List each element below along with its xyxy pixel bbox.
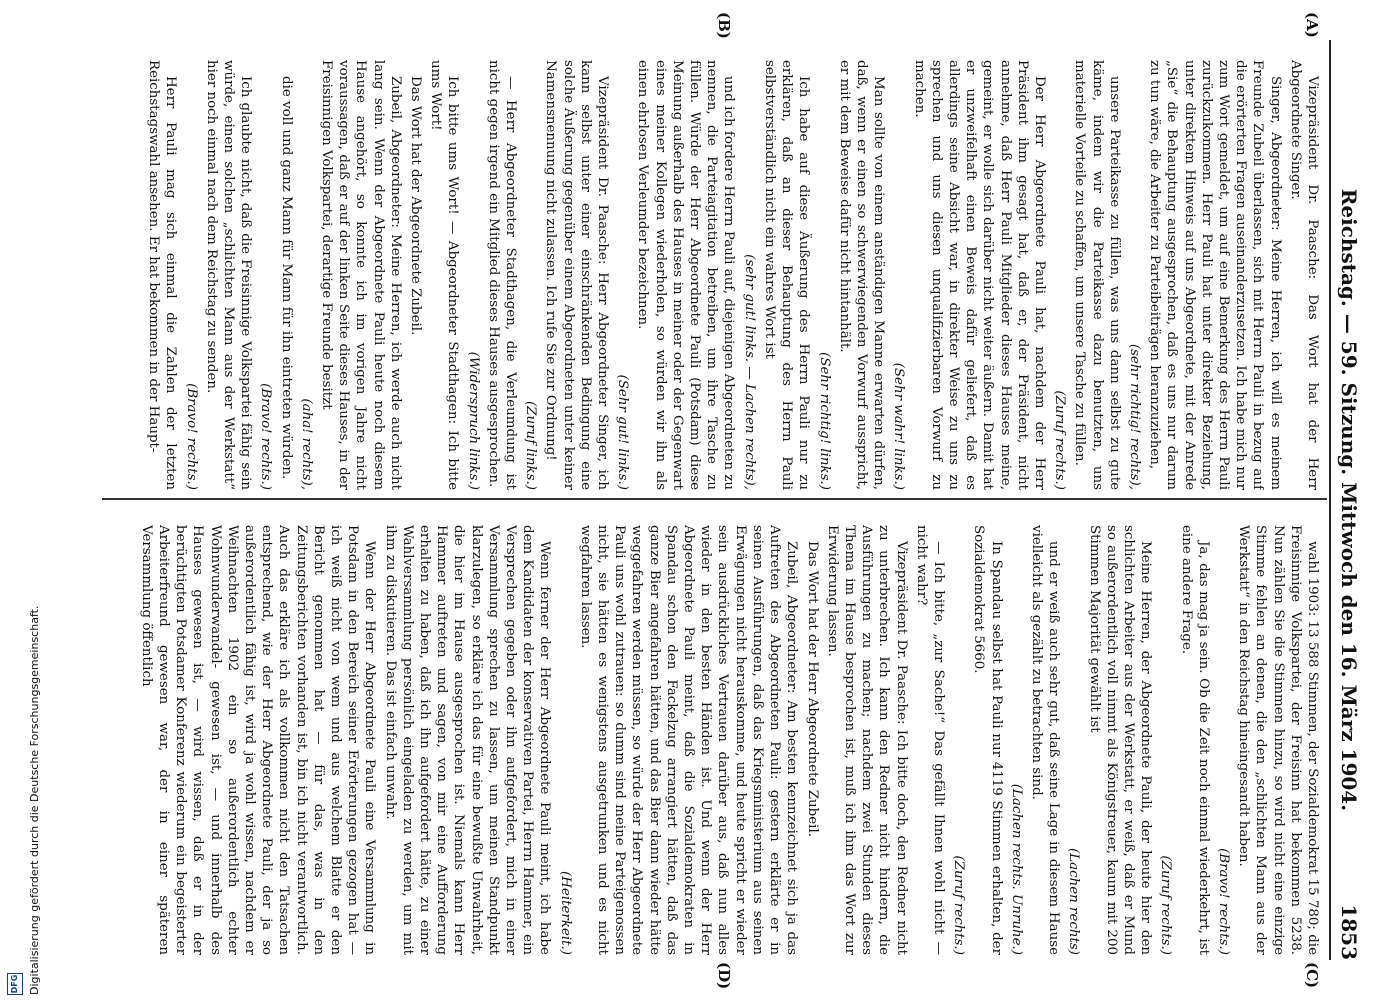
paragraph: Vizepräsident Dr. Paasche: Ich bitte doch, den Redner nicht zu unterbrechen. Ich kann den Redner nicht hindern, die Ausführungen zu machen; nachdem zwei Stunden dieses Thema im Hause besprochen ist, muß ich ihm das Wort zur Erwiderung lassen. — [824, 525, 909, 955]
header-title: Reichstag. — 59. Sitzung. Mittwoch den 16. März 1904. — [1337, 188, 1361, 812]
paragraph: die voll und ganz Mann für Mann für ihn eintreten würden. — [278, 76, 294, 480]
margin-mark-b: (B) — [715, 12, 733, 39]
stage-direction: (Heiterkeit.) — [557, 871, 573, 955]
stage-direction: (Sehr gut! links.) — [615, 374, 631, 490]
paragraph: unsere Parteikasse zu füllen, was uns dann selbst zu gute käme, indem wir die Parteikasse dazu benutzten, uns materielle Vorteile zu schaffen, um unsere Tasche zu füllen. — [1072, 60, 1122, 490]
margin-mark-a: (A) — [1303, 12, 1321, 38]
stage-direction: (Zuruf rechts.) — [1052, 390, 1068, 490]
paragraph: Wenn der Herr Abgeordnete Pauli eine Versammlung in Potsdam in den Bereich seiner Erörterungen gezogen hat — ich weiß nicht von wem und aus welchem Blatte er den Bericht genommen hat — für das, was in den Zeitungsberichten vorhanden ist, bin ich nicht verantwortlich. Auch das erkläre ich als vollkommen nicht den Tatsachen entsprechend, wie der Herr Abgeordnete Pauli, der ja so außerordentlich fähig ist, wird ja wohl wissen, nachdem er Weihnachten 1902 ein so außerordentlich echter Wohnwunderwandel- gewesen ist, — und innerhalb des Hauses gewesen ist, — wird wissen, daß er in der berüchtigten Potsdamer Konferenz wiederum ein begeisterter Arbeiterfreund gewesen war, der in einer späteren Versammlung öffentlich — [138, 525, 378, 955]
stage-direction: (Bravo! rechts.) — [258, 383, 274, 490]
paragraph: Zubeil, Abgeordneter: Meine Herren, ich werde auch nicht lang sein. Wenn der Abgeordnete Pauli heute noch diesem Hause angehört, so konnte ich im vorigen Jahre nicht voraussagen, daß er auf der linken Seite dieses Hauses, in der Freisinnigen Volkspartei, derartige Freunde besitzt — [319, 60, 403, 490]
paragraph: Vizepräsident Dr. Paasche: Das Wort hat der Herr Abgeordnete Singer. — [1287, 60, 1320, 490]
column-divider — [102, 498, 1327, 500]
paragraph: Ich bitte ums Wort! — Abgeordneter Stadthagen: Ich bitte ums Wort! — [428, 60, 461, 490]
paragraph: Zubeil, Abgeordneter: Am besten kennzeichnet sich ja das Auftreten des Abgeordneten Pauli: gestern erklärte er in seinen Ausführungen, daß das Kriegsministerium aus seinen Erwägungen nicht herauskomme, und heute spricht er wieder sein ausdrückliches Vertrauen darüber aus, daß nun alles wieder in den besten Händen ist. Und wenn der Herr Abgeordnete Pauli meint, daß die Sozialdemokraten in Spandau schon den Fackelzug arrangiert hätten, daß das ganze Bier angefahren hätten, und das Bier dann wieder hätte weggefahren werden müssen, so würde der Herr Abgeordnete Pauli uns wohl zutrauen: so dumm sind meine Parteigenossen nicht, sie hätten es wenigstens ausgetrunken und es nicht wegfahren lassen. — [577, 525, 800, 955]
paragraph: — Herr Abgeordneter Stadthagen, die Verleumdung ist nicht gegen irgend ein Mitglied dieses Hauses ausgesprochen. — [485, 60, 519, 490]
stage-direction: (sehr richtig! rechts), — [1126, 343, 1142, 490]
left-column — [116, 60, 1321, 490]
margin-mark-d: (D) — [715, 962, 733, 990]
paragraph: Das Wort hat der Abgeordnete Zubeil. — [408, 76, 424, 336]
paragraph: und ich fordere Herrn Pauli auf, diejenigen Abgeordneten zu nennen, die Parteiagitation betreiben, um ihre Tasche zu füllen. Würde der Herr Abgeordnete Pauli (Potsdam) diese Meinung außerhalb des Hauses in meiner oder der Gegenwart eines meiner Kollegen wiederholen, so würden wir ihn als einen ehrlosen Verleumder bezeichnen. — [635, 60, 737, 490]
stage-direction: (aha! rechts), — [298, 398, 314, 490]
stage-direction: (Lachen rechts) — [1066, 848, 1082, 955]
stage-direction: (Widerspruch links.) — [465, 351, 481, 490]
stage-direction: (Bravo! rechts.) — [1215, 848, 1231, 955]
paragraph: Das Wort hat der Herr Abgeordnete Zubeil. — [804, 541, 820, 837]
paragraph: — Ich bitte, „zur Sache!“ Das gefällt Ihnen wohl nicht — nicht wahr? — [913, 525, 946, 955]
header-rule — [1329, 40, 1331, 960]
stage-direction: (Zuruf rechts.) — [951, 855, 967, 955]
paragraph: Ja, das mag ja sein. Ob die Zeit noch einmal wiederkehrt, ist eine andere Frage. — [1178, 525, 1211, 955]
stage-direction: (Lachen rechts. Unruhe.) — [1008, 783, 1024, 955]
stage-direction: (Zuruf rechts.) — [1158, 855, 1174, 955]
paragraph: Meine Herren, der Abgeordnete Pauli, der heute hier den schlichten Arbeiter aus der Werkstatt, er weiß, daß er Mund so außerordentlich voll nimmt als Königstreuer, kaum mit 200 Stimmen Majorität gewählt ist — [1086, 525, 1154, 955]
right-column — [116, 525, 1321, 955]
stage-direction: (Sehr wahr! links.) — [891, 362, 907, 490]
margin-mark-c: (C) — [1303, 962, 1321, 989]
paragraph: Ich glaubte nicht, daß die Freisinnige Volkspartei fähig sein würde, einen solchen „schlichten Mann aus der Werkstatt“ hier noch einmal nach dem Reichstag zu senden. — [203, 60, 254, 490]
page-number: 1853 — [1337, 904, 1361, 960]
dfg-logo: DFG — [7, 973, 23, 995]
paragraph: Vizepräsident Dr. Paasche: Herr Abgeordneter Singer, ich kann selbst unter einer einschränkenden Bedingung eine solche Äußerung gegenüber einem Abgeordneten unter keiner Namensnennung nicht zulassen. Ich rufe Sie zur Ordnung! — [543, 60, 611, 490]
paragraph: und er weiß auch sehr gut, daß seine Lage in diesem Hause vielleicht als gezählt zu betrachten sind. — [1028, 525, 1062, 955]
stage-direction: (Sehr richtig! links.) — [816, 352, 832, 490]
digitization-note: Digitalisierung gefördert durch die Deutsche Forschungsgemeinschaft. — [28, 605, 41, 995]
paragraph: Ich habe auf diese Äußerung des Herrn Pauli nur zu erklären, daß an dieser Behauptung des Herrn Pauli selbstverständlich nicht ein wahres Wort ist — [761, 60, 812, 490]
stage-direction: (Zuruf links.) — [523, 400, 539, 490]
stage-direction: (Bravo! rechts.) — [183, 383, 199, 490]
paragraph: Singer, Abgeordneter: Meine Herren, ich will es meinem Freunde Zubeil überlassen, sich mit Herrn Pauli in bezug auf die erörterten Fragen auseinanderzusetzen. Ich habe mich nur zum Wort gemeldet, um auf eine Bemerkung des Herrn Pauli zurückzukommen. Herr Pauli hat unter direkter Beziehung, unter direktem Hinweis auf uns Abgeordnete, mit der Anrede „Sie“ die Behauptung ausgesprochen, daß es uns nur darum zu tun wäre, die Arbeiter zu Parteibeiträgen heranzuziehen, — [1147, 60, 1283, 490]
paragraph: Der Herr Abgeordnete Pauli hat, nachdem der Herr Präsident ihm gesagt hat, daß er, der Präsident, nicht annehme, daß Herr Pauli Mitglieder dieses Hauses meine, gemeint, er wolle sich darüber nicht weiter äußern. Damit hat er unzweifelhaft einen Beweis dafür geliefert, daß es allerdings seine Absicht war, in direkter Weise zu uns zu sprechen und uns diesen unqualifizierbaren Vorwurf zu machen. — [911, 60, 1047, 490]
paragraph: Wenn ferner der Herr Abgeordnete Pauli meint, ich habe dem Kandidaten der konservativen Partei, Herrn Hammer, ein Versprechen gegeben oder ihn aufgefordert, mich in einer Versammlung sprechen zu lassen, um meinen Standpunkt klarzulegen, so erkläre ich das für eine bewußte Unwahrheit, die hier im Hause ausgesprochen ist. Niemals kann Herr Hammer auftreten und sagen, von mir eine Aufforderung erhalten zu haben, daß ich ihn aufgefordert hätte, zu einer Wahlversammlung persönlich eingeladen zu werden, um mit ihm zu diskutieren. Das ist einfach unwahr. — [382, 525, 553, 955]
page-header — [1327, 40, 1375, 960]
digitization-footer — [2, 600, 41, 995]
paragraph: wahl 1903: 13 588 Stimmen, der Sozialdemokrat 15 780; die Freisinnige Volkspartei, der Freisinn hat bekommen 5238. Nun zählen Sie die Stimmen hinzu, so wird nicht eine einzige Stimme fehlen an denen, die den „schlichten Mann aus der Werkstatt“ in den Reichstag hineingesandt haben. — [1236, 525, 1320, 955]
paragraph: Man sollte von einem anständigen Manne erwarten dürfen, daß, wenn er einen so schwerwiegenden Vorwurf ausspricht, er mit dem Beweise dafür nicht hintanhält. — [836, 60, 887, 490]
paragraph: In Spandau selbst hat Pauli nur 4119 Stimmen erhalten, der Sozialdemokrat 5660. — [971, 525, 1004, 955]
paragraph: Herr Pauli mag sich einmal die Zahlen der letzten Reichstagswahl ansehen. Er hat bekommen in der Haupt- — [146, 60, 179, 490]
stage-direction: (sehr gut! links. — Lachen rechts), — [741, 254, 757, 490]
